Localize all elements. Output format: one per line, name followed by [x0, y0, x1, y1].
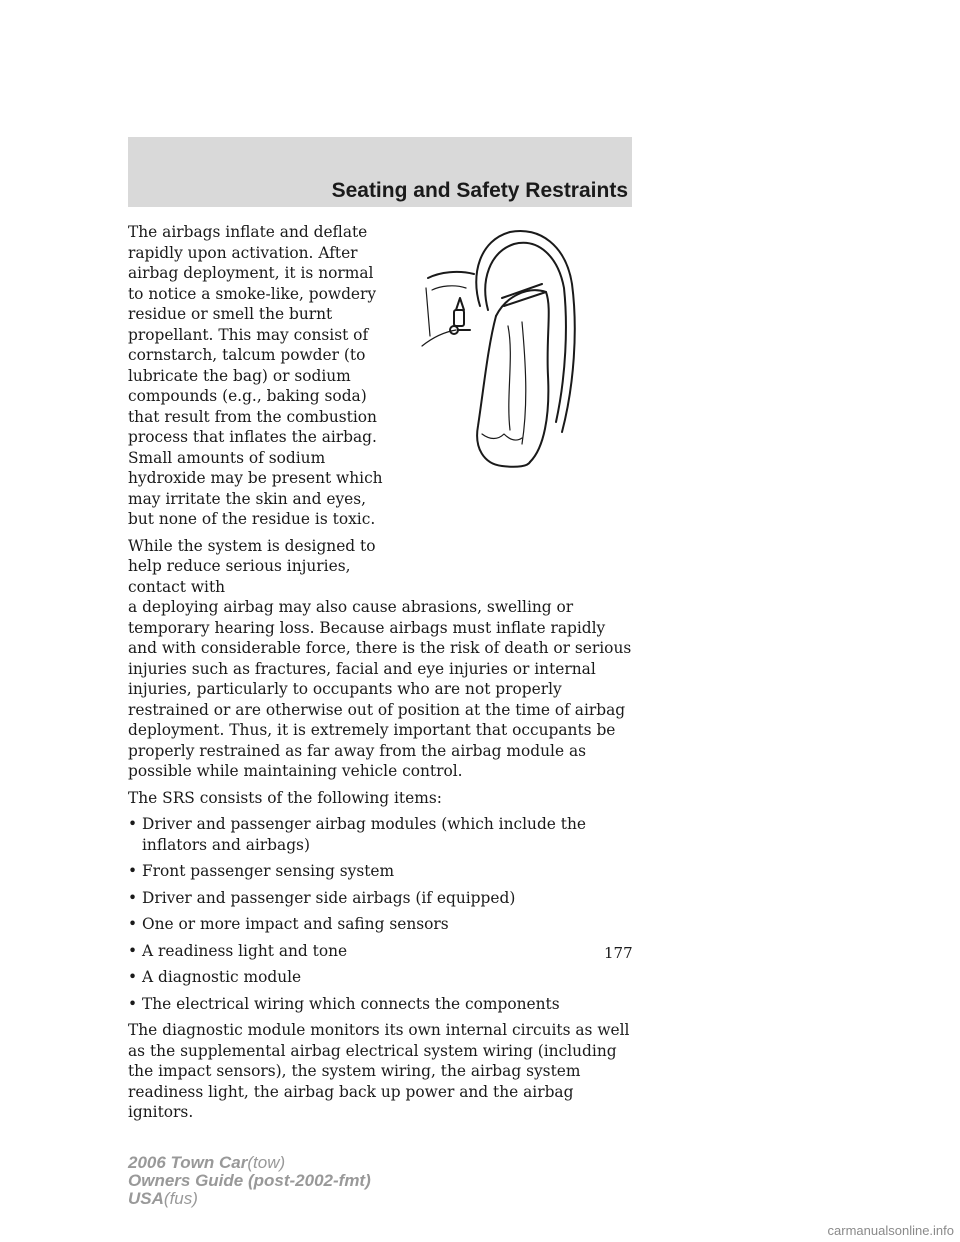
- section-header-band: [128, 137, 632, 207]
- paragraph-diagnostic-module: The diagnostic module monitors its own internal circuits as well as the supplemental airbag electrical system wiring (including the impact sensors), the system wiring, the airbag system readiness light, the airbag back up power and the airbag ignitors.: [128, 1021, 630, 1121]
- page-number: 177: [604, 944, 633, 962]
- paragraph-srs-intro: The SRS consists of the following items:: [128, 788, 442, 807]
- document-footer: [128, 1154, 371, 1208]
- paragraph-airbag-residue: The airbags inflate and deflate rapidly upon activation. After airbag deployment, it is normal to notice a smoke-like, powdery residue or smell the burnt propellant. This may consist of cornstarch, talcum powder (to lubricate the bag) or sodium compounds (e.g., baking soda) that result from the combustion process that inflates the airbag. Small amounts of sodium hydroxide may be present which may irritate the skin and eyes, but none of the residue is toxic.: [128, 223, 383, 528]
- section-title: Seating and Safety Restraints: [331, 179, 628, 202]
- footer-model-code: (tow): [247, 1153, 286, 1172]
- footer-guide-type: Owners Guide (post-2002-fmt): [128, 1171, 371, 1190]
- document-body: [128, 222, 632, 1129]
- list-item: • Driver and passenger airbag modules (which include the inflators and airbags): [128, 814, 632, 855]
- list-item: • A readiness light and tone: [128, 941, 632, 962]
- list-item: • Driver and passenger side airbags (if equipped): [128, 888, 632, 909]
- paragraph-injury-risk-body: a deploying airbag may also cause abrasions, swelling or temporary hearing loss. Because airbags must inflate rapidly and with considerable force, there is the risk of death or serious injuries such as fractures, facial and eye injuries or internal injuries, particularly to occupants who are not properly restrained or are otherwise out of position at the time of airbag deployment. Thus, it is extremely important that occupants be properly restrained as far away from the airbag module as possible while maintaining vehicle control.: [128, 598, 632, 780]
- list-item: • A diagnostic module: [128, 967, 632, 988]
- footer-region-code: (fus): [163, 1189, 198, 1208]
- footer-model: 2006 Town Car: [128, 1153, 248, 1172]
- srs-components-list: [128, 814, 632, 1014]
- list-item: • Front passenger sensing system: [128, 861, 632, 882]
- paragraph-injury-risk-intro: While the system is designed to help reduce serious injuries, contact with: [128, 536, 376, 596]
- watermark: carmanualsonline.info: [827, 1223, 954, 1238]
- list-item: • The electrical wiring which connects the components: [128, 994, 632, 1015]
- paragraph-injury-risk: [128, 536, 632, 782]
- list-item: • One or more impact and safing sensors: [128, 914, 632, 935]
- footer-region: USA: [128, 1189, 164, 1208]
